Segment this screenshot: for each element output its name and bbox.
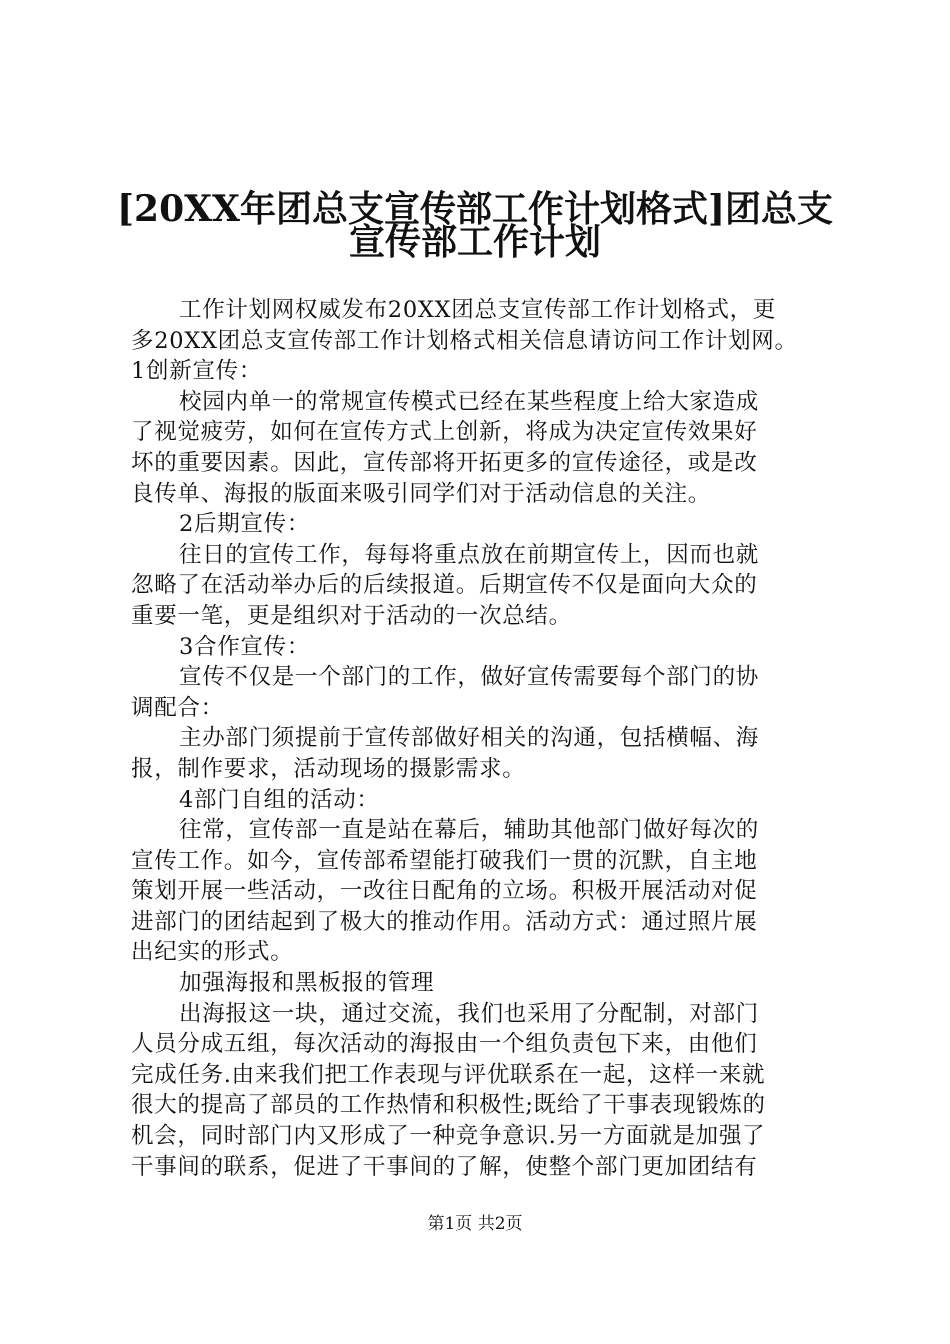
body-text-line: 宣传不仅是一个部门的工作，做好宣传需要每个部门的协: [179, 664, 760, 691]
body-text-line: 坏的重要因素。因此，宣传部将开拓更多的宣传途径，或是改: [131, 449, 758, 476]
body-text-line: 多20XX团总支宣传部工作计划格式相关信息请访问工作计划网。: [131, 327, 798, 354]
document-title-line-1: [20XX年团总支宣传部工作计划格式]团总支: [116, 188, 834, 230]
body-text-line: 宣传工作。如今，宣传部希望能打破我们一贯的沉默，自主地: [131, 847, 758, 874]
body-text-line: 人员分成五组，每次活动的海报由一个组负责包下来，由他们: [131, 1031, 758, 1058]
body-text-line: 往常，宣传部一直是站在幕后，辅助其他部门做好每次的: [179, 817, 760, 844]
body-text-line: 4部门自组的活动：: [179, 786, 380, 813]
body-text-line: 往日的宣传工作，每每将重点放在前期宣传上，因而也就: [179, 541, 760, 568]
body-text-line: 完成任务.由来我们把工作表现与评优联系在一起，这样一来就: [131, 1061, 766, 1088]
body-text-line: 2后期宣传：: [179, 511, 311, 538]
body-text-line: 加强海报和黑板报的管理: [179, 970, 435, 997]
body-text-line: 校园内单一的常规宣传模式已经在某些程度上给大家造成: [179, 388, 760, 415]
body-text-line: 干事间的联系，促进了干事间的了解，使整个部门更加团结有: [131, 1153, 758, 1180]
body-text-line: 进部门的团结起到了极大的推动作用。活动方式：通过照片展: [131, 908, 758, 935]
body-text-line: 很大的提高了部员的工作热情和积极性;既给了干事表现锻炼的: [131, 1092, 766, 1119]
document-title-line-2: 宣传部工作计划: [348, 221, 601, 263]
body-text-line: 报，制作要求，活动现场的摄影需求。: [131, 755, 526, 782]
body-text-line: 策划开展一些活动，一改往日配角的立场。积极开展活动对促: [131, 878, 758, 905]
body-text-line: 工作计划网权威发布20XX团总支宣传部工作计划格式，更: [179, 297, 777, 323]
body-text-line: 忽略了在活动举办后的后续报道。后期宣传不仅是面向大众的: [131, 572, 758, 599]
page-footer: 第1页 共2页: [427, 1214, 523, 1234]
body-text-line: 出海报这一块，通过交流，我们也采用了分配制，对部门: [179, 1000, 760, 1027]
body-text-line: 1创新宣传：: [131, 358, 263, 385]
body-text-line: 调配合：: [131, 694, 224, 721]
body-text-line: 机会，同时部门内又形成了一种竞争意识.另一方面就是加强了: [131, 1123, 766, 1150]
body-text-line: 3合作宣传：: [179, 633, 311, 660]
body-text-line: 了视觉疲劳，如何在宣传方式上创新，将成为决定宣传效果好: [131, 419, 758, 446]
body-text-line: 重要一笔，更是组织对于活动的一次总结。: [131, 602, 572, 629]
body-text-line: 出纪实的形式。: [131, 939, 294, 966]
document-body: [131, 295, 831, 1182]
body-text-line: 良传单、海报的版面来吸引同学们对于活动信息的关注。: [131, 480, 712, 507]
body-text-line: 主办部门须提前于宣传部做好相关的沟通，包括横幅、海: [179, 725, 760, 752]
